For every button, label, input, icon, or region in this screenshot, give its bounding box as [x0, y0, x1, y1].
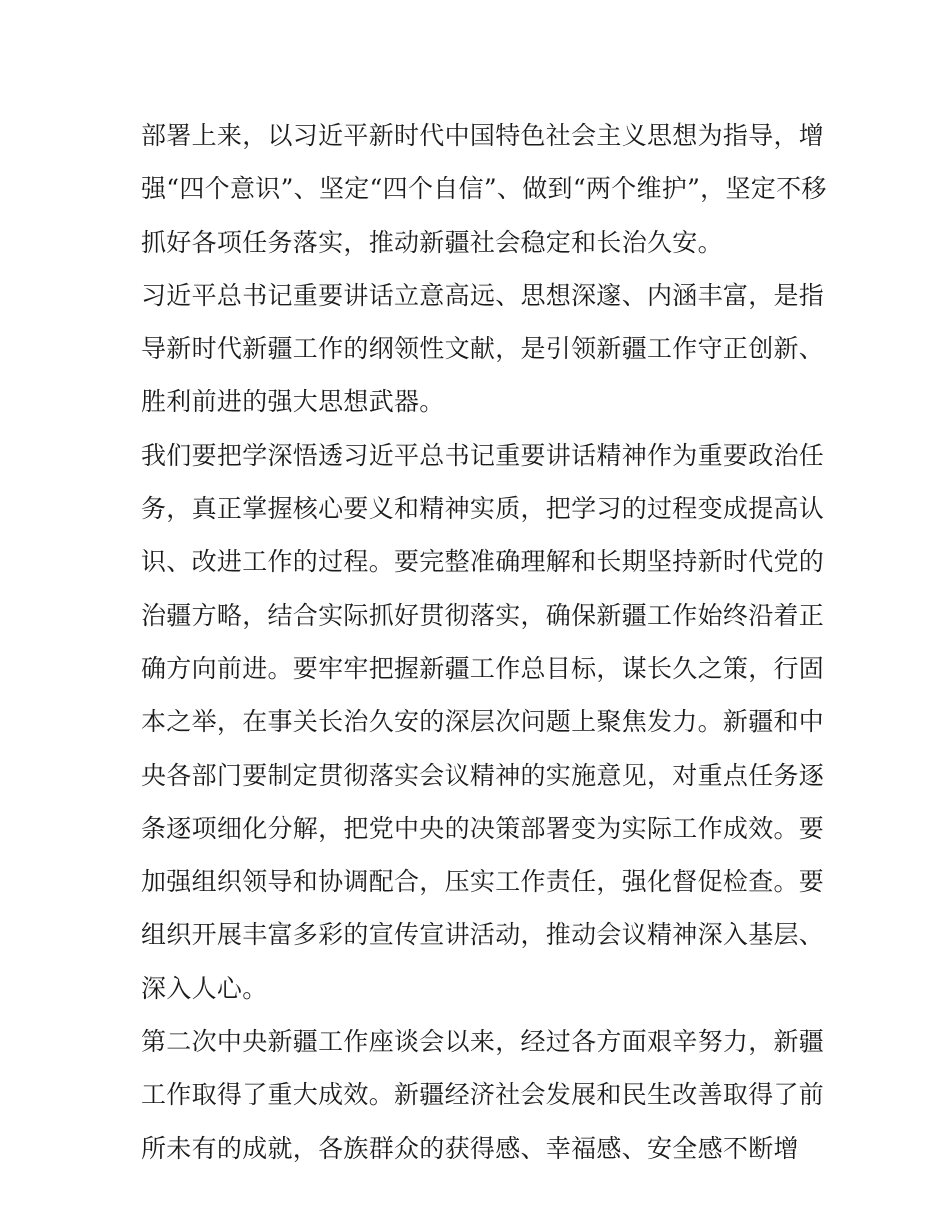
- text-line: 央各部门要制定贯彻落实会议精神的实施意见，对重点任务逐: [141, 760, 825, 790]
- text-line: 治疆方略，结合实际抓好贯彻落实，确保新疆工作始终沿着正: [141, 600, 825, 630]
- paragraph-3: [141, 429, 825, 1015]
- text-line: 导新时代新疆工作的纲领性文献，是引领新疆工作守正创新、: [141, 334, 825, 364]
- paragraph-2: [141, 269, 825, 429]
- text-line: 确方向前进。要牢牢把握新疆工作总目标，谋长久之策，行固: [141, 653, 825, 683]
- text-line: 组织开展丰富多彩的宣传宣讲活动，推动会议精神深入基层、: [141, 920, 825, 950]
- text-line: 第二次中央新疆工作座谈会以来，经过各方面艰辛努力，新疆: [141, 1027, 825, 1057]
- text-line: 所未有的成就，各族群众的获得感、幸福感、安全感不断增: [141, 1133, 799, 1163]
- paragraph-1: [141, 109, 827, 269]
- text-line: 务，真正掌握核心要义和精神实质，把学习的过程变成提高认: [141, 494, 825, 524]
- document-body: [141, 109, 827, 1175]
- text-line: 条逐项细化分解，把党中央的决策部署变为实际工作成效。要: [141, 813, 825, 843]
- text-line: 加强组织领导和协调配合，压实工作责任，强化督促检查。要: [141, 867, 825, 897]
- text-line: 胜利前进的强大思想武器。: [141, 387, 445, 417]
- text-line: 我们要把学深悟透习近平总书记重要讲话精神作为重要政治任: [141, 440, 825, 470]
- text-line: 深入人心。: [141, 973, 268, 1003]
- text-line: 强“四个意识”、坚定“四个自信”、做到“两个维护”，坚定不移: [141, 174, 827, 204]
- paragraph-4: [141, 1015, 825, 1175]
- text-line: 识、改进工作的过程。要完整准确理解和长期坚持新时代党的: [141, 547, 825, 577]
- text-line: 部署上来，以习近平新时代中国特色社会主义思想为指导，增: [141, 121, 825, 150]
- text-line: 工作取得了重大成效。新疆经济社会发展和民生改善取得了前: [141, 1080, 825, 1110]
- text-line: 抓好各项任务落实，推动新疆社会稳定和长治久安。: [141, 227, 723, 257]
- text-line: 本之举，在事关长治久安的深层次问题上聚焦发力。新疆和中: [141, 707, 825, 737]
- text-line: 习近平总书记重要讲话立意高远、思想深邃、内涵丰富，是指: [141, 280, 825, 310]
